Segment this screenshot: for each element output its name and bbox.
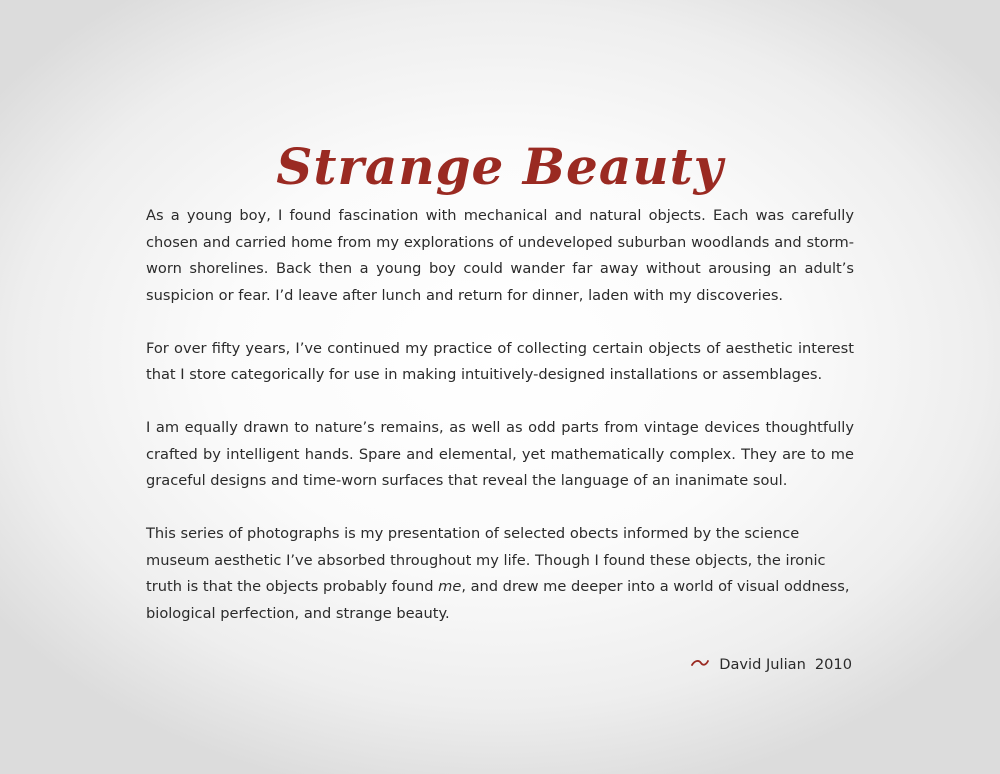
page-title: Strange Beauty (276, 136, 724, 196)
paragraph-2: For over fifty years, I’ve continued my practice of collecting certain objects of aesthetic interest that I store categorically for use in making intuitively-designed installations or assemblages. (146, 339, 854, 383)
paragraph-1: As a young boy, I found fascination with mechanical and natural objects. Each was carefully chosen and carried home from my explorations of undeveloped suburban woodlands and storm-worn shorelines. Back then a young boy could wander far away without arousing an adult’s suspicion or fear. I’d leave after lunch and return for dinner, laden with my discoveries. (146, 207, 854, 304)
paragraph-4-text-before: This series of photographs is my presentation of selected obects informed by the science museum aesthetic I’ve absorbed throughout my life. Though I found these objects, the ironic truth is that the objects probably found (146, 525, 826, 595)
essay-body (146, 203, 854, 654)
signature (691, 652, 852, 678)
paragraph-3: I am equally drawn to nature’s remains, as well as odd parts from vintage devices thoughtfully crafted by intelligent hands. Spare and elemental, yet mathematically complex. They are to me graceful designs and time-worn surfaces that reveal the language of an inanimate soul. (146, 419, 854, 489)
paragraph-4 (146, 521, 854, 627)
paragraph-4-text-after: , and drew me deeper into a world of visual oddness, biological perfection, and strange beauty. (146, 578, 850, 622)
author-name: David Julian (719, 656, 806, 673)
signature-year: 2010 (814, 656, 852, 673)
paragraph-4-emphasis: me (438, 578, 462, 595)
swash-dash-icon (691, 651, 709, 677)
